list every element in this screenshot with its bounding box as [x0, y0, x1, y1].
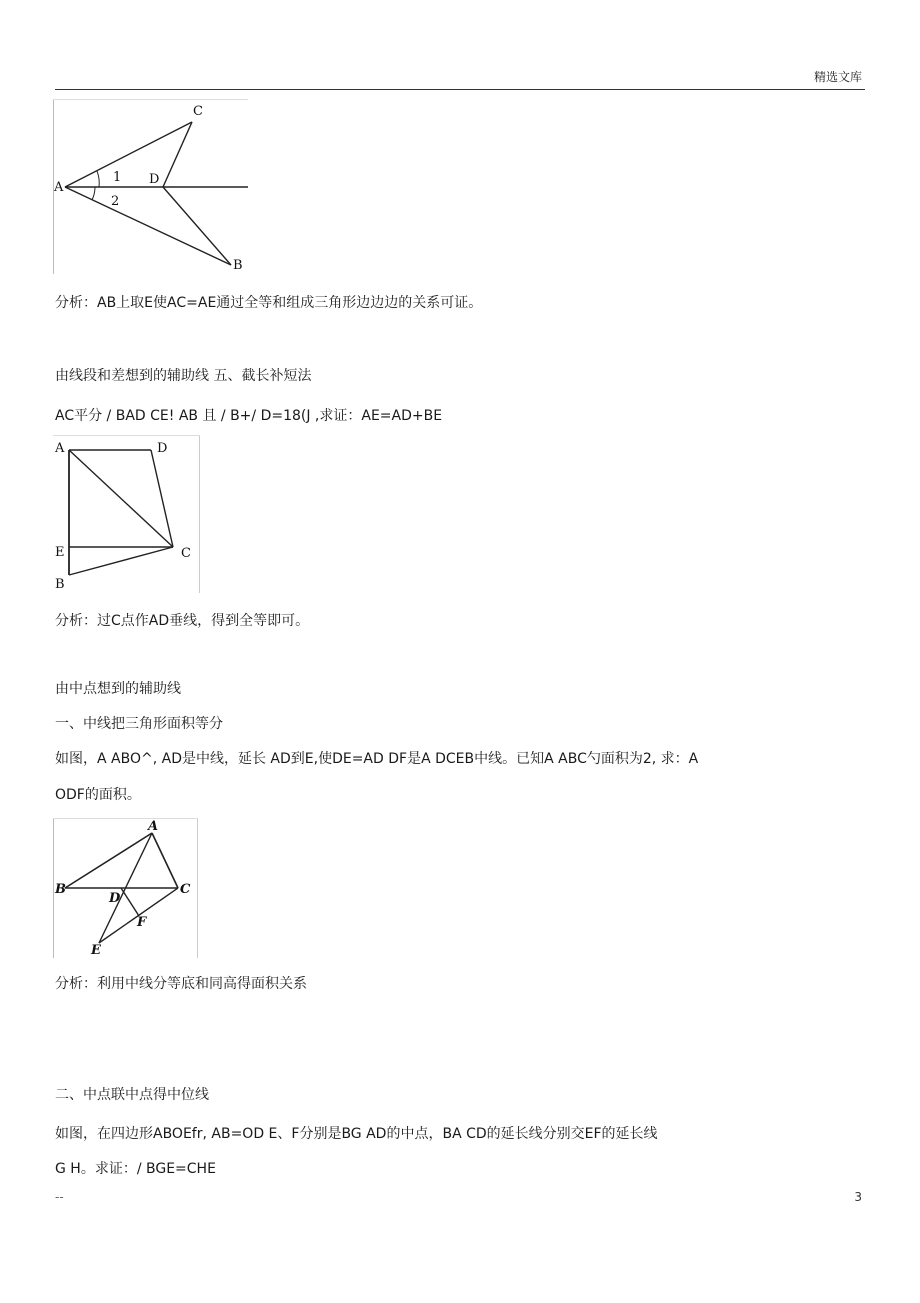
- label-b: B: [233, 258, 243, 273]
- figure-2: [53, 435, 200, 593]
- footer-left-mark: --: [55, 1190, 64, 1204]
- problem-3-line-1: 如图，A ABO^, AD是中线，延长 AD到E,使DE=AD DF是A DCEB中线。已知A ABC勺面积为2, 求：A: [55, 751, 699, 767]
- figure-1: [53, 99, 248, 274]
- line-cd: [163, 122, 192, 187]
- problem-3-line-2: ODF的面积。: [55, 787, 141, 803]
- label-angle-1: 1: [113, 170, 122, 185]
- subsection-2-heading: 二、中点联中点得中位线: [55, 1087, 209, 1103]
- line-ac: [152, 833, 178, 888]
- label-e: E: [55, 545, 65, 560]
- label-a: A: [148, 819, 159, 834]
- page-number: 3: [854, 1190, 862, 1204]
- subsection-1-heading: 一、中线把三角形面积等分: [55, 716, 223, 732]
- label-c: C: [180, 882, 191, 897]
- line-bc-side: [69, 547, 173, 575]
- figure-3-diagram: [53, 818, 198, 958]
- label-c: C: [193, 104, 203, 119]
- analysis-3: 分析：利用中线分等底和同高得面积关系: [55, 976, 307, 992]
- label-angle-2: 2: [111, 194, 120, 209]
- angle-1-arc: [97, 171, 99, 187]
- problem-4-line-1: 如图，在四边形ABOEfr, AB=OD E、F分别是BG AD的中点，BA CD的延长线分别交EF的延长线: [55, 1126, 658, 1142]
- figure-1-diagram: [53, 99, 248, 274]
- line-ac-diagonal: [69, 450, 173, 547]
- section-5-heading: 由线段和差想到的辅助线 五、截长补短法: [55, 368, 312, 384]
- line-ac: [65, 122, 192, 187]
- label-b: B: [55, 882, 66, 897]
- problem-4-line-2: G H。求证：/ BGE=CHE: [55, 1161, 216, 1177]
- label-e: E: [91, 943, 101, 958]
- label-a: A: [54, 180, 64, 195]
- label-d: D: [157, 441, 168, 456]
- label-d: D: [149, 172, 160, 187]
- label-b: B: [55, 577, 65, 592]
- angle-2-arc: [92, 187, 95, 200]
- analysis-2: 分析：过C点作AD垂线，得到全等即可。: [55, 613, 310, 629]
- line-dc-side: [151, 450, 173, 547]
- analysis-1: 分析：AB上取E使AC=AE通过全等和组成三角形边边边的关系可证。: [55, 295, 483, 311]
- figure-3: [53, 818, 198, 958]
- line-db: [163, 187, 231, 265]
- header-site-name: 精选文库: [813, 70, 862, 84]
- problem-2: AC平分 / BAD CE! AB 且 / B+/ D=18(J ,求证：AE=AD+BE: [55, 408, 443, 424]
- label-f: F: [137, 915, 147, 930]
- label-c: C: [181, 546, 191, 561]
- figure-2-diagram: [53, 435, 200, 593]
- midpoint-heading: 由中点想到的辅助线: [55, 681, 181, 697]
- label-d: D: [109, 891, 121, 906]
- header-rule: [55, 89, 865, 90]
- line-df: [121, 888, 139, 916]
- line-ab: [65, 187, 231, 265]
- label-a: A: [55, 441, 65, 456]
